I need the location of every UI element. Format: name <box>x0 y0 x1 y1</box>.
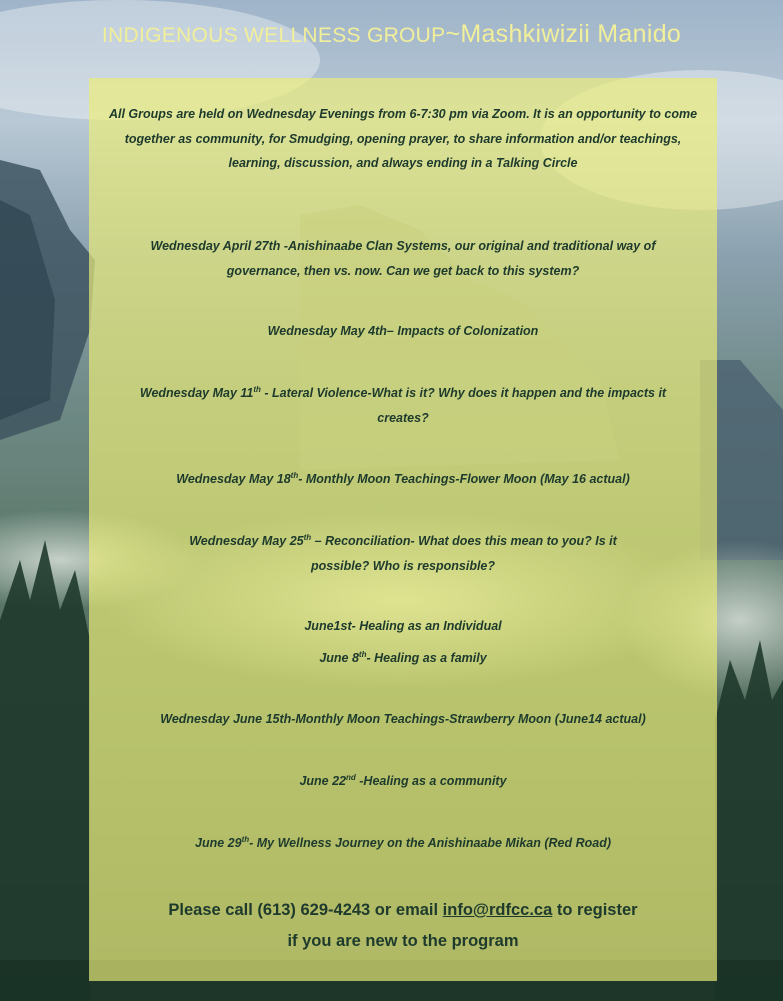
register-call-to-action: Please call (613) 629-4243 or email info@rdfcc.ca to register if you are new to the program <box>168 901 638 950</box>
schedule-panel <box>89 78 717 981</box>
intro-text: All Groups are held on Wednesday Evenings from 6-7:30 pm via Zoom. It is an opportunity to come together as community, for Smudging, opening prayer, to share information and/or teachings, learning, discussion, and always ending in a Talking Circle <box>108 107 698 170</box>
session-item: June 29th- My Wellness Journey on the Anishinaabe Mikan (Red Road) <box>195 834 611 850</box>
page-title <box>0 20 783 49</box>
session-item: Wednesday June 15th-Monthly Moon Teachings-Strawberry Moon (June14 actual) <box>160 712 646 726</box>
session-item: Wednesday May 25th – Reconciliation- What does this mean to you? Is it possible? Who is responsible? <box>189 532 617 573</box>
session-item: Wednesday May 11th - Lateral Violence-What is it? Why does it happen and the impacts it creates? <box>139 384 667 425</box>
session-item: June 8th- Healing as a family <box>319 649 487 665</box>
title-main: INDIGENOUS WELLNESS GROUP <box>101 24 446 47</box>
session-item: June 22nd -Healing as a community <box>299 772 507 788</box>
cta-line2: if you are new to the program <box>287 932 519 950</box>
session-item: Wednesday April 27th -Anishinaabe Clan Systems, our original and traditional way of governance, then vs. now. Can we get back to this system? <box>150 239 656 278</box>
session-item: Wednesday May 18th- Monthly Moon Teachings-Flower Moon (May 16 actual) <box>176 470 630 486</box>
title-subtitle: ~Mashkiwizii Manido <box>445 20 682 48</box>
email-link[interactable]: info@rdfcc.ca <box>442 901 553 919</box>
session-item: June1st- Healing as an Individual <box>304 619 502 633</box>
session-item: Wednesday May 4th– Impacts of Colonization <box>267 324 539 338</box>
